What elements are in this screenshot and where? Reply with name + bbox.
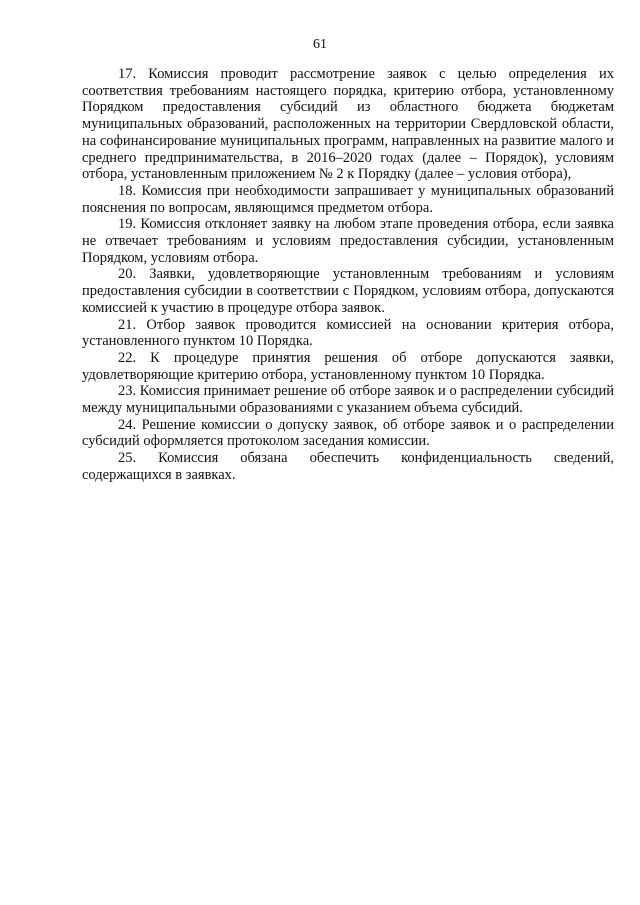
paragraph-23: 23. Комиссия принимает решение об отборе заявок и о распределении субсидий между муниципальными образованиями с указанием объема субсидий. — [82, 383, 614, 417]
paragraph-18: 18. Комиссия при необходимости запрашивает у муниципальных образований пояснения по вопросам, являющимся предметом отбора. — [82, 182, 614, 216]
document-body — [82, 66, 614, 484]
paragraph-20: 20. Заявки, удовлетворяющие установленным требованиям и условиям предоставления субсидии в соответствии с Порядком, условиям отбора, допускаются комиссией к участию в процедуре отбора заявок. — [82, 266, 614, 316]
paragraph-17: 17. Комиссия проводит рассмотрение заявок с целью определения их соответствия требованиям настоящего порядка, критерию отбора, установленному Порядком предоставления субсидий из областного бюджета бюджетам муниципальных образований, расположенных на территории Свердловской области, на софинансирование муниципальных программ, направленных на развитие малого и среднего предпринимательства, в 2016–2020 годах (далее – Порядок), условиям отбора, установленным приложением № 2 к Порядку (далее – условия отбора), — [82, 66, 614, 183]
paragraph-24: 24. Решение комиссии о допуску заявок, об отборе заявок и о распределении субсидий оформляется протоколом заседания комиссии. — [82, 416, 614, 450]
paragraph-22: 22. К процедуре принятия решения об отборе допускаются заявки, удовлетворяющие критерию отбора, установленному пунктом 10 Порядка. — [82, 349, 614, 383]
page-number: 61 — [313, 37, 327, 52]
paragraph-19: 19. Комиссия отклоняет заявку на любом этапе проведения отбора, если заявка не отвечает требованиям и условиям предоставления субсидии, установленным Порядком, условиям отбора. — [82, 216, 614, 266]
paragraph-25: 25. Комиссия обязана обеспечить конфиденциальность сведений, содержащихся в заявках. — [82, 450, 614, 483]
paragraph-21: 21. Отбор заявок проводится комиссией на основании критерия отбора, установленного пунктом 10 Порядка. — [82, 316, 614, 350]
